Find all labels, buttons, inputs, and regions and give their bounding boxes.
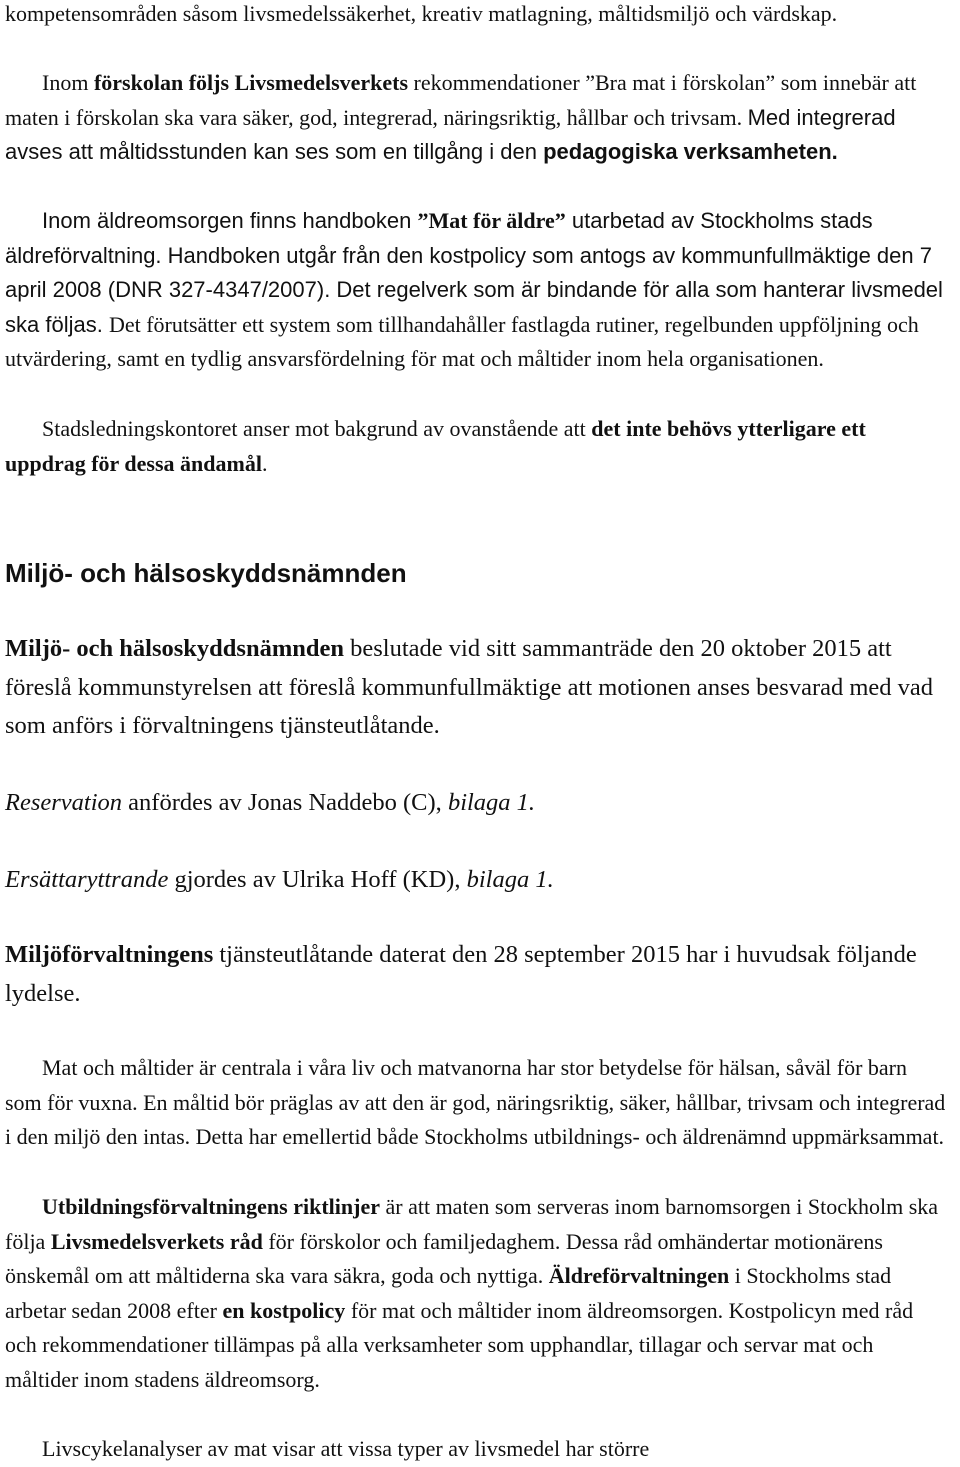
italic-bilaga: bilaga 1. [447, 789, 536, 816]
text-rekommendationer: rekommendationer ”Bra mat i förskolan” som innebär att maten i förskolan ska vara säker, god, integrerad, näringsriktig, hållbar och trivsam. [5, 70, 917, 130]
paragraph-kompetensomraden [5, 0, 948, 32]
section-heading: Miljö- och hälsoskyddsnämnden [5, 558, 407, 588]
text-arbetar-sedan: i Stockholms stad arbetar sedan 2008 efter [5, 1263, 892, 1323]
bold-mat-for-aldre: ”Mat för äldre” [417, 208, 566, 233]
text-barnomsorgen: är att maten som serveras inom barnomsorgen i Stockholm ska följa [5, 1194, 939, 1254]
paragraph-reservation [5, 784, 948, 823]
text-handboken: Handboken utgår från den kostpolicy som antogs av kommunfullmäktige den 7 april 2008 (DNR 327-4347/2007). [5, 242, 932, 303]
text-beslut: beslutade vid sitt sammanträde den 20 oktober 2015 att föreslå kommunstyrelsen att föreslå kommunfullmäktige att motionen anses besvarad med vad som anförs i förvaltningens tjänsteutlåtande. [5, 635, 934, 740]
text-ersattaryttrande: gjordes av Ulrika Hoff (KD), [168, 866, 467, 893]
bold-aldreforvaltningen: Äldreförvaltningen [548, 1263, 730, 1289]
text-regelverk: Det regelverk som är bindande för alla som hanterar livsmedel ska följas. [5, 277, 943, 337]
paragraph-ersattaryttrande [5, 861, 948, 900]
text-aldreomsorgen: Inom äldreomsorgen finns handboken [42, 208, 418, 233]
italic-bilaga-2: bilaga 1. [466, 866, 554, 893]
text-kompetens: kompetensområden såsom livsmedelssäkerhet, kreativ matlagning, måltidsmiljö och värdskap. [5, 1, 838, 26]
paragraph-stadsledningskontoret [5, 412, 948, 481]
text-system: Det förutsätter ett system som tillhandahåller fastlagda rutiner, regelbunden uppföljning och utvärdering, samt en tydlig ansvarsfördelning för mat och måltider inom hela organisationen. [5, 311, 919, 372]
bold-utbildningsforvaltningens: Utbildningsförvaltningens riktlinjer [42, 1194, 380, 1219]
paragraph-utbildningsforvaltningen [5, 1190, 948, 1398]
bold-det-inte-behovs: det inte behövs ytterligare ett uppdrag för dessa ändamål [5, 416, 866, 476]
bold-livsmedelsverkets-rad: Livsmedelsverkets råd [50, 1228, 263, 1254]
text-integrerad: Med integrerad avses att måltidsstunden kan ses som en tillgång i den [5, 104, 896, 165]
text-kostpolicyn: för mat och måltider inom äldreomsorgen. Kostpolicyn med råd och rekommendationer tillämpas på alla verksamheter som upphandlar, tillagar och servar mat och måltider inom stadens äldreomsorg. [5, 1297, 914, 1392]
text-aldreforvaltning: utarbetad av Stockholms stads äldreförvaltning. [5, 208, 873, 268]
paragraph-mat-och-maltider [5, 1051, 948, 1155]
text-forskolor: för förskolor och familjedaghem. Dessa råd omhändertar motionärens önskemål om att måltiderna ska vara säkra, goda och nyttiga. [5, 1228, 883, 1289]
text-stadsledning: Stadsledningskontoret anser mot bakgrund av ovanstående att [42, 416, 592, 441]
text-mat-och-maltider: Mat och måltider är centrala i våra liv och matvanorna har stor betydelse för hälsan, såväl för barn som för vuxna. En måltid bör präglas av att den är god, näringsriktig, säker, hållbar, trivsam och integrerad i den miljö den intas. Detta har emellertid både Stockholms utbildnings- och äldrenämnd uppmärksammat. [5, 1055, 946, 1150]
bold-forskolan: förskolan följs Livsmedelsverkets [93, 70, 409, 95]
text-inom: Inom [42, 70, 94, 95]
text-tjansteutlatande: tjänsteutlåtande daterat den 28 september 2015 har i huvudsak följande lydelse. [5, 941, 917, 1007]
text-period: . [261, 450, 268, 476]
text-reservation: anfördes av Jonas Naddebo (C), [122, 789, 448, 816]
bold-pedagogiska: pedagogiska verksamheten. [543, 139, 838, 165]
paragraph-livscykelanalyser [5, 1432, 948, 1467]
bold-miljoforvaltningens: Miljöförvaltningens [5, 941, 214, 968]
italic-reservation: Reservation [5, 789, 123, 816]
paragraph-forskolan [5, 66, 948, 170]
paragraph-miljoforvaltningen [5, 936, 948, 1013]
paragraph-aldreomsorgen [5, 204, 948, 377]
bold-namnden: Miljö- och hälsoskyddsnämnden [5, 635, 345, 662]
paragraph-namnden-beslut [5, 630, 948, 746]
bold-en-kostpolicy: en kostpolicy [222, 1297, 346, 1323]
italic-ersattaryttrande: Ersättaryttrande [5, 866, 169, 893]
text-livscykelanalyser: Livscykelanalyser av mat visar att vissa typer av livsmedel har större [42, 1436, 650, 1461]
